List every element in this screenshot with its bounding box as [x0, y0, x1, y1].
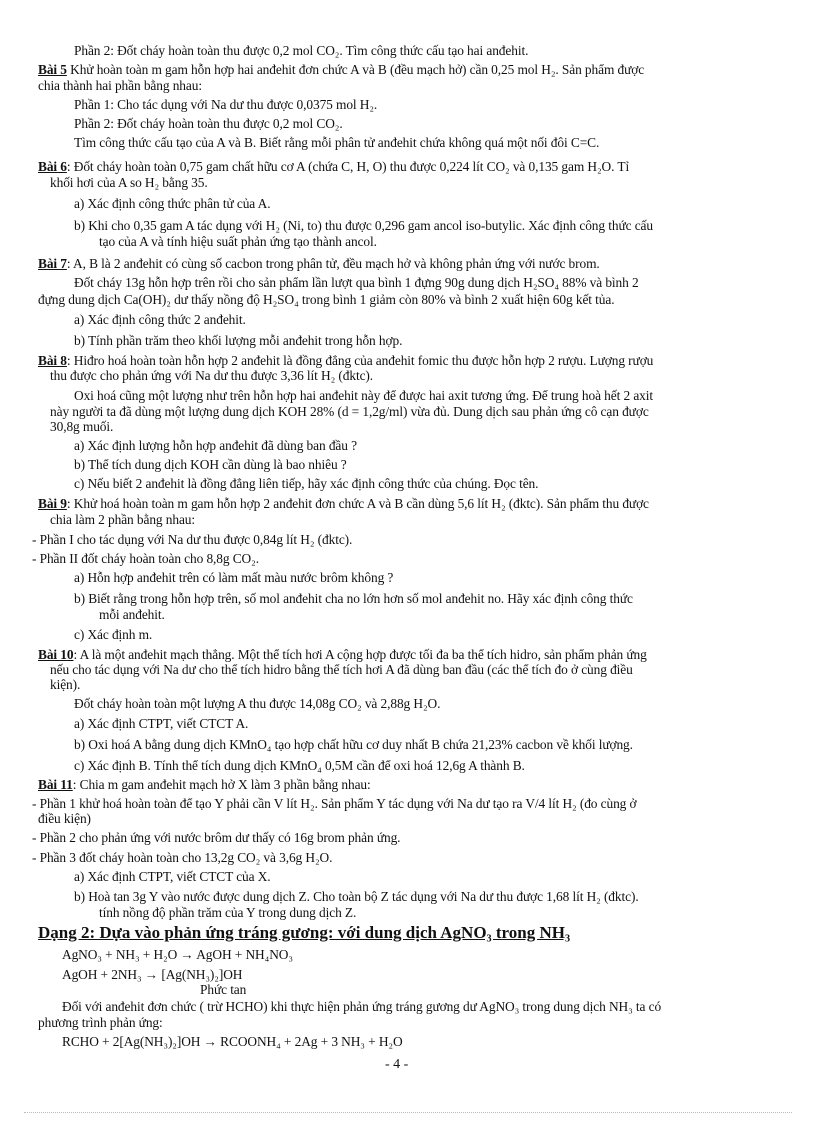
text-text: đựng dung dịch Ca(OH)₂ dư thấy nồng độ H₂SO₄ trong bình 1 giảm còn 80% và bình 2 xuất hiện 60g kết tủa. — [38, 292, 615, 307]
text-line — [38, 78, 202, 93]
text-line — [74, 570, 393, 585]
text-text: b) Oxi hoá A bằng dung dịch KMnO₄ tạo hợp chất hữu cơ duy nhất B chứa 21,23% cacbon về khối lượng. — [74, 737, 633, 752]
text-text: Tìm công thức cấu tạo của A và B. Biết rằng mỗi phân tử anđehit chứa không quá một nối đôi C=C. — [74, 135, 600, 150]
text-text: chia thành hai phần bằng nhau: — [38, 78, 202, 93]
text-line — [38, 496, 649, 511]
text-text: khối hơi của A so H₂ bằng 35. — [50, 175, 208, 190]
text-line — [74, 758, 525, 773]
text-text: tính nồng độ phần trăm của Y trong dung dịch Z. — [99, 905, 357, 920]
text-line — [38, 256, 600, 271]
text-line — [50, 512, 195, 527]
text-line — [32, 551, 259, 566]
text-text: : Chia m gam anđehit mạch hở X làm 3 phần bằng nhau: — [72, 777, 371, 792]
text-line — [74, 716, 248, 731]
text-line — [74, 737, 633, 752]
text-line — [74, 438, 357, 453]
exercise-number: Bài 10 — [38, 647, 74, 662]
text-line — [32, 830, 400, 845]
text-text: chia làm 2 phần bằng nhau: — [50, 512, 196, 527]
text-line — [38, 292, 614, 307]
text-text: - Phần II đốt cháy hoàn toàn cho 8,8g CO₂. — [32, 551, 259, 566]
page-number: - 4 - — [385, 1057, 409, 1072]
text-text: - Phần 3 đốt cháy hoàn toàn cho 13,2g CO₂ và 3,6g H₂O. — [32, 850, 333, 865]
text-text: thu được cho phản ứng với Na dư thu được 3,36 lít H₂ (đktc). — [50, 368, 374, 383]
text-text: c) Xác định m. — [74, 627, 153, 642]
text-line — [74, 696, 440, 711]
text-text: Phần 2: Đốt cháy hoàn toàn thu được 0,2 mol CO₂. Tìm công thức cấu tạo hai anđehit. — [74, 43, 529, 58]
text-line — [38, 647, 647, 662]
text-text: b) Khi cho 0,35 gam A tác dụng với H₂ (Ni, to) thu được 0,296 gam ancol iso-butylic. Xác định công thức cấu — [74, 218, 653, 233]
text-line — [38, 353, 653, 368]
equation-text: AgNO₃ + NH₃ + H₂O → AgOH + NH₄NO₃ — [62, 947, 293, 962]
text-text: - Phần I cho tác dụng với Na dư thu được 0,84g lít H₂ (đktc). — [32, 532, 353, 547]
text-text: b) Biết rằng trong hỗn hợp trên, số mol anđehit cha no lớn hơn số mol anđehit no. Hãy xác định công thức — [74, 591, 633, 606]
text-line — [50, 175, 208, 190]
text-line — [50, 419, 113, 434]
text-line — [74, 457, 347, 472]
text-text: tạo của A và tính hiệu suất phản ứng tạo thành ancol. — [99, 234, 377, 249]
text-line — [74, 116, 343, 131]
text-text: này người ta đã dùng một lượng dung dịch KOH 28% (d = 1,2g/ml) vừa đủ. Dung dịch sau phản ứng cô cạn được — [50, 404, 649, 419]
equation-text: Đối với anđehit đơn chức ( trừ HCHO) khi thực hiện phản ứng tráng gương dư AgNO₃ trong dung dịch NH₃ ta có — [62, 999, 662, 1014]
text-line — [74, 333, 402, 348]
text-text: : A, B là 2 anđehit có cùng số cacbon trong phân tử, đều mạch hở và không phản ứng với nước brom. — [66, 256, 600, 271]
text-text: b) Hoà tan 3g Y vào nước được dung dịch Z. Cho toàn bộ Z tác dụng với Na dư thu được 1,68 lít H₂ (đktc). — [74, 889, 639, 904]
text-line — [38, 777, 371, 792]
text-line — [38, 62, 644, 77]
text-text: c) Nếu biết 2 anđehit là đồng đẳng liên tiếp, hãy xác định công thức của chúng. Đọc tên. — [74, 476, 539, 491]
equation-text: Phức tan — [200, 982, 247, 997]
text-text: a) Xác định công thức phân tử của A. — [74, 196, 271, 211]
text-line — [99, 607, 165, 622]
text-text: 30,8g muối. — [50, 419, 114, 434]
text-line — [74, 135, 599, 150]
text-line — [74, 476, 538, 491]
text-text: Oxi hoá cũng một lượng như trên hỗn hợp hai anđehit này để được hai axit tương ứng. Để trung hoà hết 2 axit — [74, 388, 654, 403]
exercise-number: Bài 6 — [38, 159, 67, 174]
text-text: b) Tính phần trăm theo khối lượng mỗi anđehit trong hỗn hợp. — [74, 333, 403, 348]
text-line — [50, 662, 633, 677]
text-line — [74, 275, 639, 290]
text-line — [50, 368, 373, 383]
text-text: a) Xác định CTPT, viết CTCT A. — [74, 716, 249, 731]
text-text: c) Xác định B. Tính thể tích dung dịch KMnO₄ 0,5M cần để oxi hoá 12,6g A thành B. — [74, 758, 525, 773]
text-line — [74, 889, 639, 904]
text-line — [32, 532, 352, 547]
equation-line — [62, 1034, 403, 1049]
section-heading: Dạng 2: Dựa vào phản ứng tráng gương: với dung dịch AgNO₃ trong NH₃ — [38, 923, 571, 942]
text-line — [50, 677, 80, 692]
text-line — [74, 591, 633, 606]
text-line — [50, 404, 649, 419]
equation-line — [200, 982, 246, 997]
footer-divider — [24, 1112, 792, 1113]
exercise-number: Bài 7 — [38, 256, 67, 271]
text-line — [38, 159, 629, 174]
exercise-number: Bài 8 — [38, 353, 67, 368]
equation-line — [38, 1015, 163, 1030]
text-line — [32, 850, 332, 865]
text-text: mỗi anđehit. — [99, 607, 165, 622]
equation-text: AgOH + 2NH₃ → [Ag(NH₃)₂]OH — [62, 967, 243, 982]
text-line — [99, 234, 377, 249]
text-text: a) Xác định lượng hỗn hợp anđehit đã dùng ban đầu ? — [74, 438, 357, 453]
text-text: Đốt cháy 13g hỗn hợp trên rồi cho sản phẩm lần lượt qua bình 1 đựng 90g dung dịch H₂SO₄ 88% và bình 2 — [74, 275, 639, 290]
equation-line — [62, 947, 293, 962]
text-text: a) Hỗn hợp anđehit trên có làm mất màu nước brôm không ? — [74, 570, 394, 585]
equation-line — [62, 967, 242, 982]
text-line — [32, 796, 637, 811]
text-text: - Phần 1 khử hoá hoàn toàn để tạo Y phải cần V lít H₂. Sản phẩm Y tác dụng với Na dư tạo ra V/4 lít H₂ (đo cùng ở — [32, 796, 637, 811]
text-line — [74, 218, 653, 233]
exercise-number: Bài 5 — [38, 62, 67, 77]
equation-text: RCHO + 2[Ag(NH₃)₂]OH → RCOONH₄ + 2Ag + 3 NH₃ + H₂O — [62, 1034, 403, 1049]
text-line — [99, 905, 356, 920]
text-text: Phần 1: Cho tác dụng với Na dư thu được 0,0375 mol H₂. — [74, 97, 378, 112]
text-text: Đốt cháy hoàn toàn một lượng A thu được 14,08g CO₂ và 2,88g H₂O. — [74, 696, 441, 711]
text-text: kiện). — [50, 677, 81, 692]
text-text: a) Xác định công thức 2 anđehit. — [74, 312, 246, 327]
text-text: a) Xác định CTPT, viết CTCT của X. — [74, 869, 271, 884]
text-line — [74, 43, 528, 58]
equation-line — [62, 999, 661, 1014]
exercise-number: Bài 11 — [38, 777, 73, 792]
text-text: : Hiđro hoá hoàn toàn hỗn hợp 2 anđehit là đồng đẳng của anđehit fomic thu được hỗn hợp 2 rượu. Lượng rượu — [66, 353, 654, 368]
text-text: điều kiện) — [38, 811, 91, 826]
equation-text: phương trình phản ứng: — [38, 1015, 163, 1030]
text-text: : Đốt cháy hoàn toàn 0,75 gam chất hữu cơ A (chứa C, H, O) thu được 0,224 lít CO₂ và 0,135 gam H₂O. Tỉ — [66, 159, 630, 174]
text-line — [74, 869, 271, 884]
exercise-number: Bài 9 — [38, 496, 67, 511]
text-line — [74, 97, 377, 112]
text-line — [38, 811, 91, 826]
text-line — [74, 312, 246, 327]
text-text: nếu cho tác dụng với Na dư cho thể tích hidro bằng thể tích hơi A đã dùng ban đầu (các thể tích đo ở cùng điều — [50, 662, 633, 677]
text-text: - Phần 2 cho phản ứng với nước brôm dư thấy có 16g brom phản ứng. — [32, 830, 401, 845]
text-line — [74, 627, 152, 642]
text-text: Khử hoàn toàn m gam hỗn hợp hai anđehit đơn chức A và B (đều mạch hở) cần 0,25 mol H₂. Sản phẩm được — [66, 62, 645, 77]
text-line — [74, 196, 270, 211]
text-line — [74, 388, 653, 403]
text-text: : Khử hoá hoàn toàn m gam hỗn hợp 2 anđehit đơn chức A và B cần dùng 5,6 lít H₂ (đktc). Sản phẩm thu được — [66, 496, 649, 511]
text-text: Phần 2: Đốt cháy hoàn toàn thu được 0,2 mol CO₂. — [74, 116, 343, 131]
text-text: b) Thể tích dung dịch KOH cần dùng là bao nhiêu ? — [74, 457, 347, 472]
text-text: : A là một anđehit mạch thẳng. Một thể tích hơi A cộng hợp được tối đa ba thể tích hidro, sản phẩm phản ứng — [73, 647, 647, 662]
